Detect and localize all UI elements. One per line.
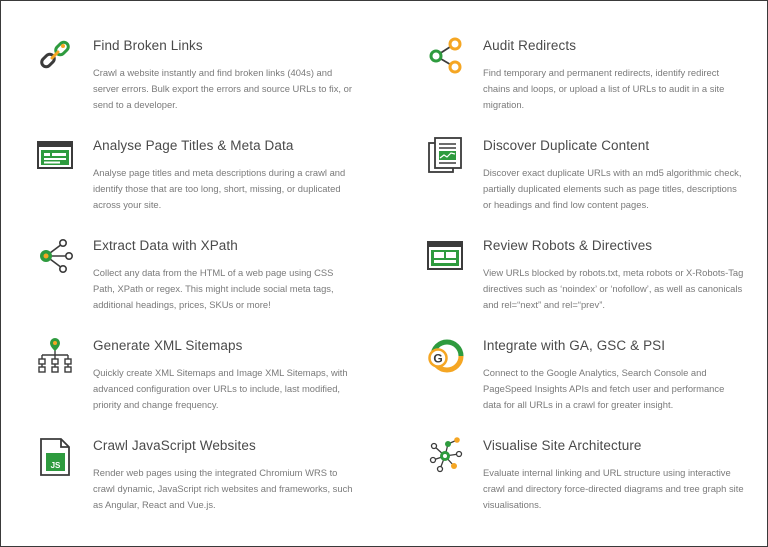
feature-crawl-javascript [36,432,353,522]
feature-title: Analyse Page Titles & Meta Data [93,138,294,153]
feature-integrate-ga-gsc-psi [426,332,725,422]
feature-title: Generate XML Sitemaps [93,338,243,353]
feature-extract-data-xpath [36,232,334,322]
duplicate-document-icon [426,136,464,174]
feature-description: Evaluate internal linking and URL structure using interactive crawl and directory force-directed diagrams and tree graph site visualisations. [483,467,744,510]
sitemap-icon [36,336,74,374]
feature-description: View URLs blocked by robots.txt, meta robots or X-Robots-Tag directives such as ‘noindex’ or ‘nofollow’, as well as canonicals and rel=“next” and rel=“prev”. [483,267,744,310]
feature-description: Find temporary and permanent redirects, identify redirect chains and loops, or upload a list of URLs to audit in a site migration. [483,67,725,110]
analytics-integration-icon [426,336,464,374]
feature-description: Discover exact duplicate URLs with an md5 algorithmic check, partially duplicated elements such as page titles, descriptions or headings and find low content pages. [483,167,742,210]
feature-title: Visualise Site Architecture [483,438,642,453]
svg-text:JS: JS [50,461,61,470]
feature-description: Render web pages using the integrated Chromium WRS to crawl dynamic, JavaScript rich websites and frameworks, such as Angular, React and Vue.js. [93,467,353,510]
robots-browser-icon [426,236,464,274]
feature-description: Collect any data from the HTML of a web page using CSS Path, XPath or regex. This might include social meta tags, additional headings, prices, SKUs or more! [93,267,334,310]
xpath-extract-icon [36,236,74,274]
feature-find-broken-links [36,32,352,122]
feature-title: Extract Data with XPath [93,238,238,253]
feature-description: Connect to the Google Analytics, Search Console and PageSpeed Insights APIs and fetch user and performance data for all URLs in a crawl for greater insight. [483,367,725,410]
javascript-file-icon [36,438,74,476]
redirect-icon [426,36,464,74]
feature-title: Integrate with GA, GSC & PSI [483,338,666,353]
site-architecture-icon [426,436,464,474]
feature-visualise-site-architecture [426,432,744,522]
feature-title: Review Robots & Directives [483,238,653,253]
features-grid [36,32,744,532]
feature-discover-duplicate-content [426,132,742,222]
feature-audit-redirects [426,32,725,122]
feature-generate-xml-sitemaps [36,332,348,422]
feature-description: Analyse page titles and meta descriptions during a crawl and identify those that are too long, short, missing, or duplicated across your site. [93,167,346,210]
browser-page-icon [36,136,74,174]
feature-description: Crawl a website instantly and find broken links (404s) and server errors. Bulk export the errors and source URLs to fix, or send to a developer. [93,67,352,110]
feature-title: Find Broken Links [93,38,203,53]
feature-analyse-page-titles [36,132,346,222]
feature-title: Discover Duplicate Content [483,138,650,153]
broken-link-icon [36,36,74,74]
svg-text:G: G [433,351,443,366]
feature-title: Audit Redirects [483,38,577,53]
feature-title: Crawl JavaScript Websites [93,438,256,453]
feature-description: Quickly create XML Sitemaps and Image XML Sitemaps, with advanced configuration over URLs to include, last modified, priority and change frequency. [93,367,348,410]
feature-review-robots-directives [426,232,744,322]
